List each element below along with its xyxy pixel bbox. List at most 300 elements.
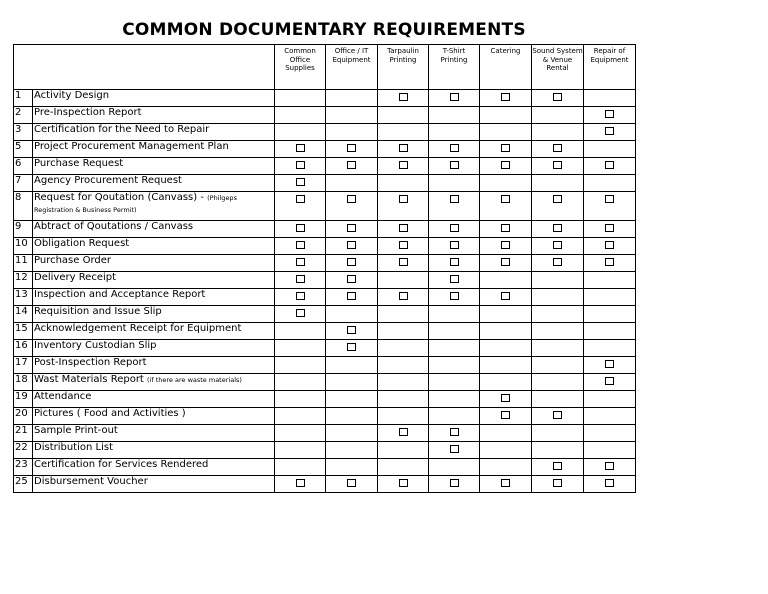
row-number: 2 <box>14 107 33 124</box>
checkbox-icon <box>296 178 305 186</box>
row-number: 11 <box>14 255 33 272</box>
requirement-cell <box>33 425 275 442</box>
check-cell <box>480 124 532 141</box>
requirement-label: Sample Print-out <box>34 425 118 436</box>
row-number: 12 <box>14 272 33 289</box>
checkbox-icon <box>501 394 510 402</box>
requirement-cell <box>33 141 275 158</box>
checkbox-icon <box>450 292 459 300</box>
check-cell <box>326 306 378 323</box>
requirement-label: Purchase Request <box>34 158 124 169</box>
check-cell <box>326 323 378 340</box>
checkbox-icon <box>399 224 408 232</box>
check-cell <box>275 442 326 459</box>
checkbox-icon <box>605 360 614 368</box>
requirement-label: Agency Procurement Request <box>34 175 182 186</box>
check-cell <box>275 425 326 442</box>
check-cell <box>532 238 584 255</box>
requirement-label: Delivery Receipt <box>34 272 117 283</box>
check-cell <box>378 221 429 238</box>
check-cell <box>378 306 429 323</box>
row-number: 23 <box>14 459 33 476</box>
check-cell <box>326 90 378 107</box>
check-cell <box>532 221 584 238</box>
table-row <box>14 192 636 221</box>
checkbox-icon <box>450 445 459 453</box>
table-row <box>14 107 636 124</box>
checkbox-icon <box>450 144 459 152</box>
check-cell <box>584 238 636 255</box>
requirement-label: Inventory Custodian Slip <box>34 340 157 351</box>
check-cell <box>532 374 584 391</box>
requirement-label: Acknowledgement Receipt for Equipment <box>34 323 242 334</box>
check-cell <box>429 192 480 221</box>
table-row <box>14 442 636 459</box>
checkbox-icon <box>347 258 356 266</box>
requirement-label: Distribution List <box>34 442 113 453</box>
check-cell <box>429 289 480 306</box>
checkbox-icon <box>450 224 459 232</box>
check-cell <box>584 391 636 408</box>
checkbox-icon <box>399 93 408 101</box>
row-number: 3 <box>14 124 33 141</box>
checkbox-icon <box>450 275 459 283</box>
checkbox-icon <box>347 292 356 300</box>
check-cell <box>429 459 480 476</box>
check-cell <box>275 289 326 306</box>
check-cell <box>429 124 480 141</box>
table-row <box>14 124 636 141</box>
check-cell <box>584 192 636 221</box>
checkbox-icon <box>296 224 305 232</box>
row-number: 8 <box>14 192 33 221</box>
check-cell <box>480 442 532 459</box>
requirement-label: Pre-Inspection Report <box>34 107 142 118</box>
row-number: 22 <box>14 442 33 459</box>
checkbox-icon <box>605 241 614 249</box>
check-cell <box>429 107 480 124</box>
row-number: 1 <box>14 90 33 107</box>
checkbox-icon <box>296 258 305 266</box>
check-cell <box>275 323 326 340</box>
check-cell <box>326 476 378 493</box>
check-cell <box>532 459 584 476</box>
requirement-cell <box>33 442 275 459</box>
row-number: 20 <box>14 408 33 425</box>
requirement-note: (Philgeps Registration & Business Permit) <box>34 194 237 214</box>
requirement-cell <box>33 476 275 493</box>
check-cell <box>429 255 480 272</box>
check-cell <box>326 289 378 306</box>
row-number: 6 <box>14 158 33 175</box>
check-cell <box>429 340 480 357</box>
check-cell <box>532 90 584 107</box>
check-cell <box>275 272 326 289</box>
checkbox-icon <box>347 479 356 487</box>
check-cell <box>532 357 584 374</box>
requirement-cell <box>33 90 275 107</box>
checkbox-icon <box>501 224 510 232</box>
checkbox-icon <box>296 144 305 152</box>
checkbox-icon <box>296 292 305 300</box>
check-cell <box>326 374 378 391</box>
table-row <box>14 238 636 255</box>
check-cell <box>532 442 584 459</box>
checkbox-icon <box>450 428 459 436</box>
row-number: 15 <box>14 323 33 340</box>
check-cell <box>429 323 480 340</box>
check-cell <box>532 192 584 221</box>
checkbox-icon <box>347 224 356 232</box>
check-cell <box>429 306 480 323</box>
check-cell <box>584 221 636 238</box>
check-cell <box>326 238 378 255</box>
check-cell <box>532 124 584 141</box>
checkbox-icon <box>501 411 510 419</box>
check-cell <box>378 391 429 408</box>
check-cell <box>429 158 480 175</box>
table-row <box>14 391 636 408</box>
checkbox-icon <box>553 462 562 470</box>
check-cell <box>584 272 636 289</box>
check-cell <box>378 442 429 459</box>
check-cell <box>429 272 480 289</box>
check-cell <box>584 459 636 476</box>
checkbox-icon <box>501 292 510 300</box>
requirement-cell <box>33 158 275 175</box>
row-number: 7 <box>14 175 33 192</box>
requirement-label: Wast Materials Report <box>34 374 148 385</box>
column-header: Tarpaulin Printing <box>378 45 429 90</box>
check-cell <box>480 272 532 289</box>
table-row <box>14 374 636 391</box>
table-row <box>14 323 636 340</box>
check-cell <box>532 272 584 289</box>
requirement-label: Abtract of Qoutations / Canvass <box>34 221 194 232</box>
row-number: 19 <box>14 391 33 408</box>
check-cell <box>584 255 636 272</box>
check-cell <box>584 306 636 323</box>
checkbox-icon <box>296 479 305 487</box>
requirement-label: Post-Inspection Report <box>34 357 147 368</box>
check-cell <box>275 408 326 425</box>
check-cell <box>480 175 532 192</box>
check-cell <box>480 408 532 425</box>
check-cell <box>584 357 636 374</box>
check-cell <box>275 459 326 476</box>
check-cell <box>584 476 636 493</box>
check-cell <box>480 340 532 357</box>
checkbox-icon <box>296 275 305 283</box>
requirements-table <box>13 44 636 493</box>
requirement-cell <box>33 323 275 340</box>
check-cell <box>378 107 429 124</box>
check-cell <box>532 476 584 493</box>
check-cell <box>326 124 378 141</box>
row-number: 14 <box>14 306 33 323</box>
check-cell <box>275 124 326 141</box>
checkbox-icon <box>553 241 562 249</box>
header-blank-cell <box>14 45 275 90</box>
requirement-label: Purchase Order <box>34 255 112 266</box>
check-cell <box>275 391 326 408</box>
check-cell <box>584 124 636 141</box>
check-cell <box>429 357 480 374</box>
checkbox-icon <box>605 462 614 470</box>
check-cell <box>326 425 378 442</box>
check-cell <box>378 357 429 374</box>
check-cell <box>378 425 429 442</box>
requirement-label: Disbursement Voucher <box>34 476 148 487</box>
table-row <box>14 255 636 272</box>
check-cell <box>480 425 532 442</box>
requirement-cell <box>33 289 275 306</box>
check-cell <box>378 192 429 221</box>
column-header: T-Shirt Printing <box>429 45 480 90</box>
check-cell <box>326 192 378 221</box>
table-row <box>14 175 636 192</box>
check-cell <box>480 141 532 158</box>
check-cell <box>429 175 480 192</box>
checkbox-icon <box>605 377 614 385</box>
requirement-cell <box>33 175 275 192</box>
check-cell <box>378 340 429 357</box>
check-cell <box>480 192 532 221</box>
check-cell <box>378 408 429 425</box>
requirement-label: Inspection and Acceptance Report <box>34 289 206 300</box>
page-title: COMMON DOCUMENTARY REQUIREMENTS <box>122 20 526 40</box>
checkbox-icon <box>605 110 614 118</box>
requirement-label: Attendance <box>34 391 92 402</box>
table-header-row <box>14 45 636 90</box>
table-row <box>14 141 636 158</box>
check-cell <box>584 107 636 124</box>
checkbox-icon <box>553 195 562 203</box>
row-number: 18 <box>14 374 33 391</box>
checkbox-icon <box>450 93 459 101</box>
checkbox-icon <box>553 161 562 169</box>
check-cell <box>480 158 532 175</box>
check-cell <box>480 391 532 408</box>
checkbox-icon <box>605 479 614 487</box>
table-row <box>14 289 636 306</box>
requirement-cell <box>33 255 275 272</box>
check-cell <box>584 289 636 306</box>
checkbox-icon <box>501 479 510 487</box>
check-cell <box>584 374 636 391</box>
requirement-cell <box>33 306 275 323</box>
checkbox-icon <box>347 144 356 152</box>
check-cell <box>532 107 584 124</box>
check-cell <box>532 408 584 425</box>
check-cell <box>326 175 378 192</box>
check-cell <box>326 272 378 289</box>
check-cell <box>275 221 326 238</box>
check-cell <box>584 158 636 175</box>
check-cell <box>378 141 429 158</box>
check-cell <box>378 459 429 476</box>
check-cell <box>378 238 429 255</box>
table-row <box>14 272 636 289</box>
checkbox-icon <box>605 224 614 232</box>
check-cell <box>326 221 378 238</box>
table-row <box>14 357 636 374</box>
check-cell <box>275 175 326 192</box>
table-row <box>14 340 636 357</box>
check-cell <box>429 408 480 425</box>
check-cell <box>326 357 378 374</box>
check-cell <box>429 442 480 459</box>
checkbox-icon <box>296 309 305 317</box>
checkbox-icon <box>450 479 459 487</box>
row-number: 13 <box>14 289 33 306</box>
table-row <box>14 158 636 175</box>
checkbox-icon <box>347 326 356 334</box>
checkbox-icon <box>399 479 408 487</box>
checkbox-icon <box>399 241 408 249</box>
check-cell <box>532 323 584 340</box>
check-cell <box>584 175 636 192</box>
requirement-cell <box>33 272 275 289</box>
check-cell <box>480 221 532 238</box>
check-cell <box>378 255 429 272</box>
checkbox-icon <box>501 161 510 169</box>
checkbox-icon <box>501 258 510 266</box>
check-cell <box>584 90 636 107</box>
check-cell <box>532 306 584 323</box>
column-header: Repair of Equipment <box>584 45 636 90</box>
requirement-note: (if there are waste materials) <box>147 376 242 384</box>
check-cell <box>275 340 326 357</box>
check-cell <box>275 90 326 107</box>
check-cell <box>584 323 636 340</box>
check-cell <box>378 374 429 391</box>
check-cell <box>429 141 480 158</box>
check-cell <box>532 255 584 272</box>
requirement-label: Project Procurement Management Plan <box>34 141 229 152</box>
checkbox-icon <box>296 195 305 203</box>
table-row <box>14 408 636 425</box>
check-cell <box>480 323 532 340</box>
check-cell <box>532 158 584 175</box>
check-cell <box>532 289 584 306</box>
row-number: 21 <box>14 425 33 442</box>
requirement-cell <box>33 459 275 476</box>
requirement-label: Request for Qoutation (Canvass) - <box>34 192 208 203</box>
check-cell <box>532 391 584 408</box>
checkbox-icon <box>296 161 305 169</box>
row-number: 5 <box>14 141 33 158</box>
requirement-cell <box>33 192 275 221</box>
check-cell <box>480 107 532 124</box>
check-cell <box>326 107 378 124</box>
check-cell <box>480 238 532 255</box>
requirement-label: Certification for the Need to Repair <box>34 124 210 135</box>
table-row <box>14 90 636 107</box>
requirement-label: Certification for Services Rendered <box>34 459 209 470</box>
checkbox-icon <box>399 292 408 300</box>
check-cell <box>378 90 429 107</box>
check-cell <box>378 323 429 340</box>
requirement-cell <box>33 340 275 357</box>
checkbox-icon <box>347 161 356 169</box>
checkbox-icon <box>605 258 614 266</box>
requirement-cell <box>33 107 275 124</box>
check-cell <box>480 306 532 323</box>
checkbox-icon <box>605 161 614 169</box>
check-cell <box>275 255 326 272</box>
check-cell <box>378 289 429 306</box>
row-number: 9 <box>14 221 33 238</box>
checkbox-icon <box>605 127 614 135</box>
check-cell <box>429 374 480 391</box>
check-cell <box>275 306 326 323</box>
requirement-cell <box>33 408 275 425</box>
checkbox-icon <box>347 343 356 351</box>
check-cell <box>326 141 378 158</box>
requirement-cell <box>33 374 275 391</box>
checkbox-icon <box>399 258 408 266</box>
check-cell <box>429 391 480 408</box>
check-cell <box>275 141 326 158</box>
checkbox-icon <box>501 195 510 203</box>
check-cell <box>326 442 378 459</box>
check-cell <box>532 425 584 442</box>
check-cell <box>584 141 636 158</box>
checkbox-icon <box>399 144 408 152</box>
checkbox-icon <box>450 241 459 249</box>
checkbox-icon <box>553 258 562 266</box>
checkbox-icon <box>553 479 562 487</box>
check-cell <box>584 425 636 442</box>
check-cell <box>532 175 584 192</box>
check-cell <box>429 221 480 238</box>
requirement-cell <box>33 391 275 408</box>
check-cell <box>378 272 429 289</box>
requirement-cell <box>33 221 275 238</box>
row-number: 17 <box>14 357 33 374</box>
checkbox-icon <box>347 195 356 203</box>
check-cell <box>378 476 429 493</box>
check-cell <box>429 238 480 255</box>
table-body <box>14 90 636 493</box>
checkbox-icon <box>399 161 408 169</box>
checkbox-icon <box>553 411 562 419</box>
check-cell <box>378 158 429 175</box>
check-cell <box>326 255 378 272</box>
check-cell <box>275 357 326 374</box>
checkbox-icon <box>553 224 562 232</box>
requirement-label: Obligation Request <box>34 238 130 249</box>
check-cell <box>378 175 429 192</box>
checkbox-icon <box>501 241 510 249</box>
check-cell <box>480 476 532 493</box>
check-cell <box>584 408 636 425</box>
checkbox-icon <box>450 258 459 266</box>
checkbox-icon <box>501 144 510 152</box>
check-cell <box>532 340 584 357</box>
table-row <box>14 221 636 238</box>
check-cell <box>326 459 378 476</box>
check-cell <box>480 374 532 391</box>
check-cell <box>378 124 429 141</box>
column-header: Office / IT Equipment <box>326 45 378 90</box>
check-cell <box>275 107 326 124</box>
table-row <box>14 425 636 442</box>
requirement-label: Pictures ( Food and Activities ) <box>34 408 186 419</box>
table-row <box>14 476 636 493</box>
checkbox-icon <box>347 275 356 283</box>
